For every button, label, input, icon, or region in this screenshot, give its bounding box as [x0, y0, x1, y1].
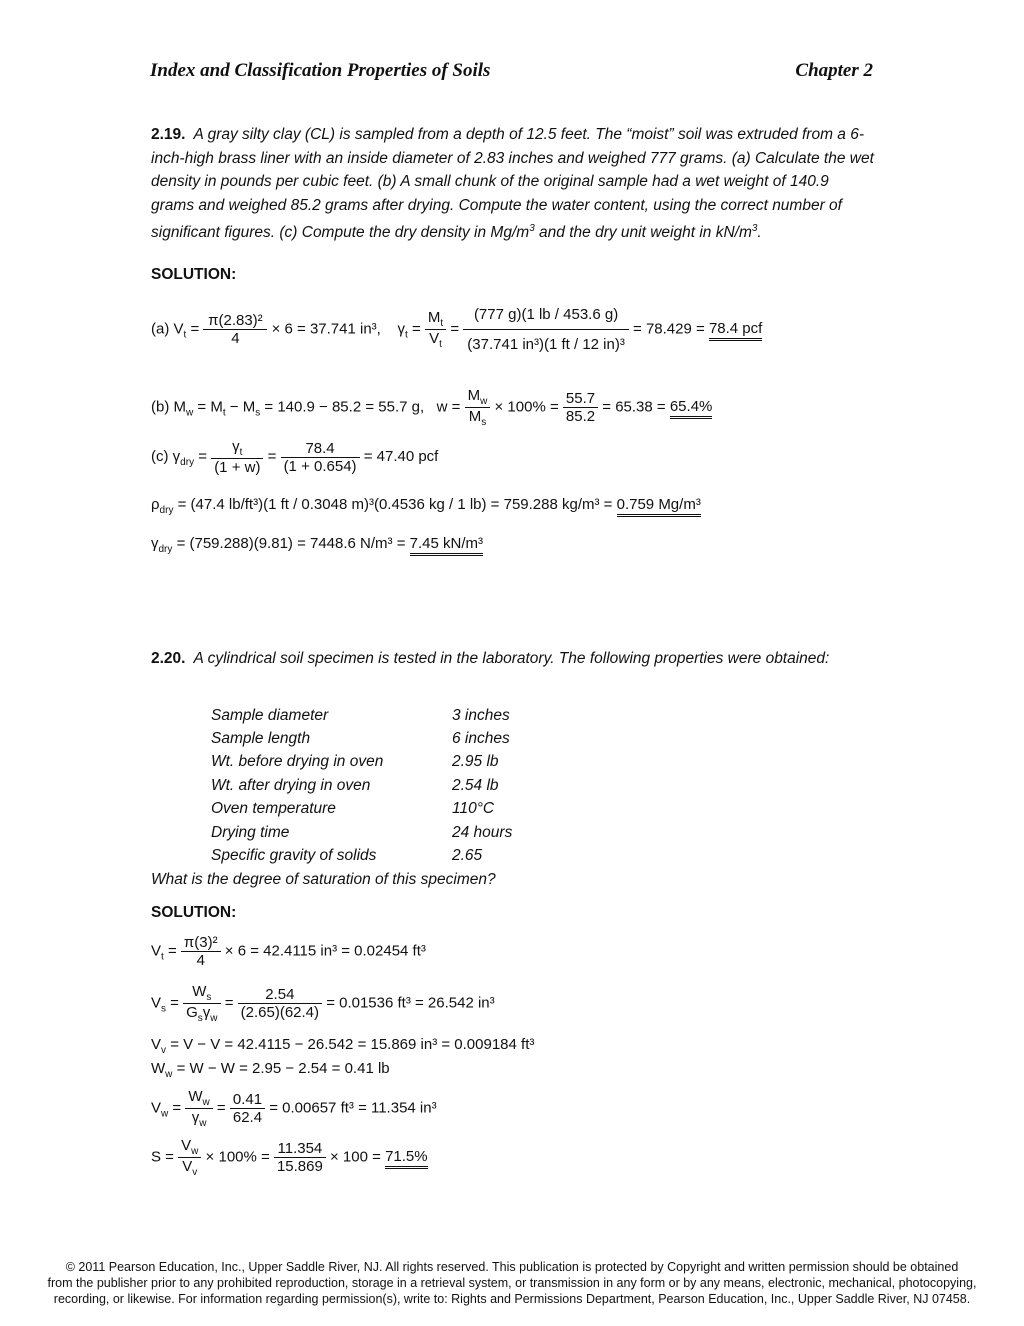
equation-a: (a) $V_t$ = $\frac{\text{π(2.83)²}}{4}$ × 6 = 37.741 in³, $\gamma_t$ = $\frac{M_t}{V_t}$ = $\frac{(777 g)(1 lb / 453.6 g)}{\text{(37.741 in³)(1 ft / 12 in)³}}$ = 78.429 = 78.4 pcf — [151, 300, 762, 359]
table-row: Wt. after drying in oven 2.54 lb — [211, 776, 499, 794]
running-header-title: Index and Classification Properties of Soils — [150, 60, 491, 81]
equation-vw: $V_w$ = $\frac{W_w}{\gamma_w}$ = $\frac{0.41}{62.4}$ = 0.00657 ft³ = 11.354 in³ — [151, 1088, 437, 1129]
equation-vt: $V_t$ = $\frac{\text{π(3)²}}{4}$ × 6 = 42.4115 in³ = 0.02454 ft³ — [151, 934, 426, 969]
problem-text: A cylindrical soil specimen is tested in the laboratory. The following properties were obtained: — [193, 650, 830, 667]
equation-c: (c) $\gamma_{dry}$ = $\frac{\gamma_t}{(1 + w)}$ = $\frac{78.4}{(1 + 0.654)}$ = 47.40 pcf — [151, 438, 439, 476]
running-header-chapter: Chapter 2 — [795, 60, 873, 81]
answer-rho: 0.759 Mg/m³ — [617, 496, 701, 517]
equation-vv: $V_v = V - V = 42.4115 - 26.542 = 15.869$ in³ = 0.009184 ft³ — [151, 1036, 535, 1056]
answer-gamma: 7.45 kN/m³ — [410, 535, 483, 556]
equation-vs: $V_s$ = $\frac{W_s}{G_s\gamma_w}$ = $\frac{2.54}{(2.65)(62.4)}$ = 0.01536 ft³ = 26.542 in³ — [151, 983, 495, 1024]
copyright-footer: © 2011 Pearson Education, Inc., Upper Saddle River, NJ. All rights reserved. This publication is protected by Copyright and written permission should be obtained from the publisher prior to any prohibited reproduction, storage in a retrieval system, or transmission in any form or by any means, electronic, mechanical, photocopying, recording, or likewise. For information regarding permission(s), write to: Rights and Permissions Department, Pearson Education, Inc., Upper Saddle River, NJ 07458. — [47, 1260, 977, 1306]
table-row: Oven temperature 110°C — [211, 800, 495, 818]
problem-text: A gray silty clay (CL) is sampled from a depth of 12.5 feet. The “moist” soil was extruded from a 6-inch-high brass liner with an inside diameter of 2.83 inches and weighed 777 grams. (a) Calculate the wet density in pounds per cubic feet. (b) A small chunk of the original sample had a wet weight of 140.9 grams and weighed 85.2 grams after drying. Compute the water content, using the correct number of significant figures. (c) Compute the dry density in Mg/m — [151, 126, 874, 242]
answer-b: 65.4% — [670, 398, 713, 419]
problem-2-19-statement: 2.19. A gray silty clay (CL) is sampled from a depth of 12.5 feet. The “moist” soil was extruded from a 6-inch-high brass liner with an inside diameter of 2.83 inches and weighed 777 grams. (a) Calculate the wet density in pounds per cubic feet. (b) A small chunk of the original sample had a wet weight of 140.9 grams and weighed 85.2 grams after drying. Compute the water content, using the correct number of significant figures. (c) Compute the dry density in $Mg/m^3$ and the dry unit weight in $kN/m^3$. — [151, 126, 874, 242]
solution-label: SOLUTION: — [151, 904, 237, 921]
table-row: Wt. before drying in oven 2.95 lb — [211, 753, 499, 771]
equation-b: (b) $M_w = M_t - M_s = 140.9 - 85.2 = 55.7$ g, w = $\frac{M_w}{M_s}$ × 100% = $\frac{55.7}{85.2}$ = 65.38 = 65.4% — [151, 387, 713, 428]
problem-question: What is the degree of saturation of this specimen? — [151, 871, 496, 888]
properties-table — [211, 704, 512, 868]
equation-gamma-dry: $\gamma_{dry} = (759.288)(9.81) = 7448.6$ N/m³ = 7.45 kN/m³ — [151, 535, 483, 555]
solution-label: SOLUTION: — [151, 266, 237, 283]
answer-s: 71.5% — [385, 1148, 428, 1169]
equation-s: S = $\frac{V_w}{V_v}$ × 100% = $\frac{11.354}{15.869}$ × 100 = 71.5% — [151, 1137, 428, 1178]
problem-2-20-statement — [151, 647, 876, 671]
table-row: Sample diameter 3 inches — [211, 706, 510, 724]
equation-rho-dry: $\rho_{dry} = (47.4$ lb/ft³)(1 ft / 0.3048 m)³(0.4536 kg / 1 lb) = 759.288 kg/m³ = 0.759 Mg/m³ — [151, 496, 701, 516]
equation-ww: $W_w = W - W = 2.95 - 2.54 = 0.41$ lb — [151, 1060, 390, 1080]
table-row: Drying time 24 hours — [211, 823, 513, 841]
problem-number: 2.19. — [151, 126, 186, 143]
table-row: Specific gravity of solids 2.65 — [211, 847, 483, 865]
problem-number: 2.20. — [151, 650, 186, 667]
table-row: Sample length 6 inches — [211, 730, 510, 748]
answer-a: 78.4 pcf — [709, 320, 762, 341]
